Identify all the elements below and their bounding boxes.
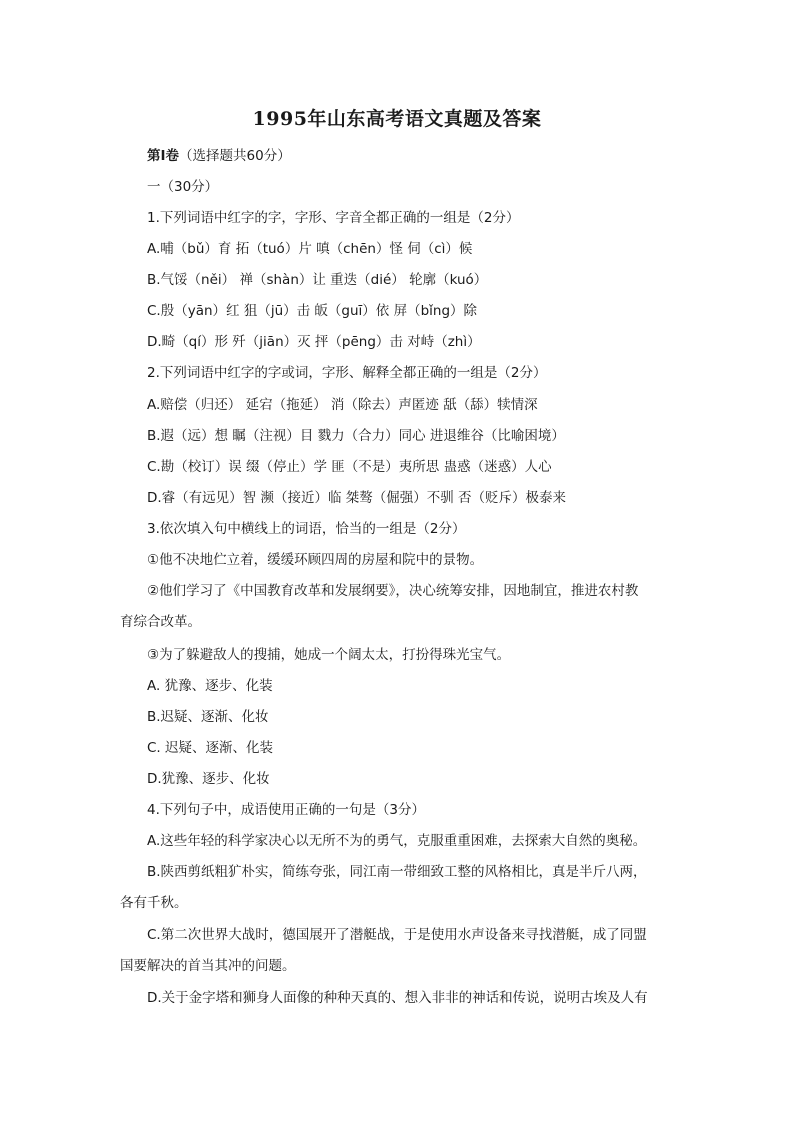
section-note: （选择题共60分） [179, 148, 291, 164]
q4-option-c: C.第二次世界大战时，德国展开了潜艇战，于是使用水声设备来寻找潜艇，成了同盟 [147, 927, 647, 943]
q1-stem: 1.下列词语中红字的字，字形、字音全都正确的一组是（2分） [147, 210, 520, 226]
section-heading [147, 147, 291, 165]
q4-option-b-cont: 各有千秋。 [120, 895, 188, 911]
q3-option-b: B.迟疑、逐渐、化妆 [147, 709, 269, 725]
q1-option-b: B.气馁（něi） 禅（shàn）让 重迭（dié） 轮廓（kuó） [147, 272, 488, 288]
q2-option-b: B.遐（远）想 瞩（注视）目 戮力（合力）同心 进退维谷（比喻困境） [147, 428, 565, 444]
q3-sentence-2: ②他们学习了《中国教育改革和发展纲要》，决心统筹安排，因地制宜，推进农村教 [147, 583, 639, 599]
q3-option-c: C. 迟疑、逐渐、化装 [147, 740, 274, 756]
q4-option-a: A.这些年轻的科学家决心以无所不为的勇气，克服重重困难，去探索大自然的奥秘。 [147, 833, 647, 849]
q3-stem: 3.依次填入句中横线上的词语，恰当的一组是（2分） [147, 521, 466, 537]
q1-option-a: A.哺（bǔ）育 拓（tuó）片 嗔（chēn）怪 伺（cì）候 [147, 241, 473, 257]
q4-option-d: D.关于金字塔和狮身人面像的种种天真的、想入非非的神话和传说，说明古埃及人有 [147, 990, 648, 1006]
q2-option-d: D.睿（有远见）智 濒（接近）临 桀骜（倔强）不驯 否（贬斥）极泰来 [147, 490, 567, 506]
q3-option-a: A. 犹豫、逐步、化装 [147, 678, 273, 694]
q4-stem: 4.下列句子中，成语使用正确的一句是（3分） [147, 802, 425, 818]
q1-option-d: D.畸（qí）形 歼（jiān）灭 抨（pēng）击 对峙（zhì） [147, 334, 481, 350]
q2-stem: 2.下列词语中红字的字或词，字形、解释全都正确的一组是（2分） [147, 365, 547, 381]
q4-option-c-cont: 国要解决的首当其冲的问题。 [120, 958, 296, 974]
q1-option-c: C.殷（yān）红 狙（jū）击 皈（guī）依 屏（bǐng）除 [147, 303, 478, 319]
section-label: 第Ⅰ卷 [147, 148, 180, 164]
q4-option-b: B.陕西剪纸粗犷朴实，简练夸张，同江南一带细致工整的风格相比，真是半斤八两， [147, 864, 647, 880]
q2-option-a: A.赔偿（归还） 延宕（拖延） 消（除去）声匿迹 舐（舔）犊情深 [147, 397, 538, 413]
page-title: 1995年山东高考语文真题及答案 [252, 108, 542, 130]
q3-sentence-2-cont: 育综合改革。 [120, 614, 201, 630]
q3-option-d: D.犹豫、逐步、化妆 [147, 771, 270, 787]
q3-sentence-1: ①他不决地伫立着，缓缓环顾四周的房屋和院中的景物。 [147, 552, 484, 568]
part-heading: 一（30分） [147, 179, 219, 195]
q3-sentence-3: ③为了躲避敌人的搜捕，她成一个阔太太，打扮得珠光宝气。 [147, 647, 511, 663]
q2-option-c: C.勘（校订）误 缀（停止）学 匪（不是）夷所思 蛊惑（迷惑）人心 [147, 459, 552, 475]
